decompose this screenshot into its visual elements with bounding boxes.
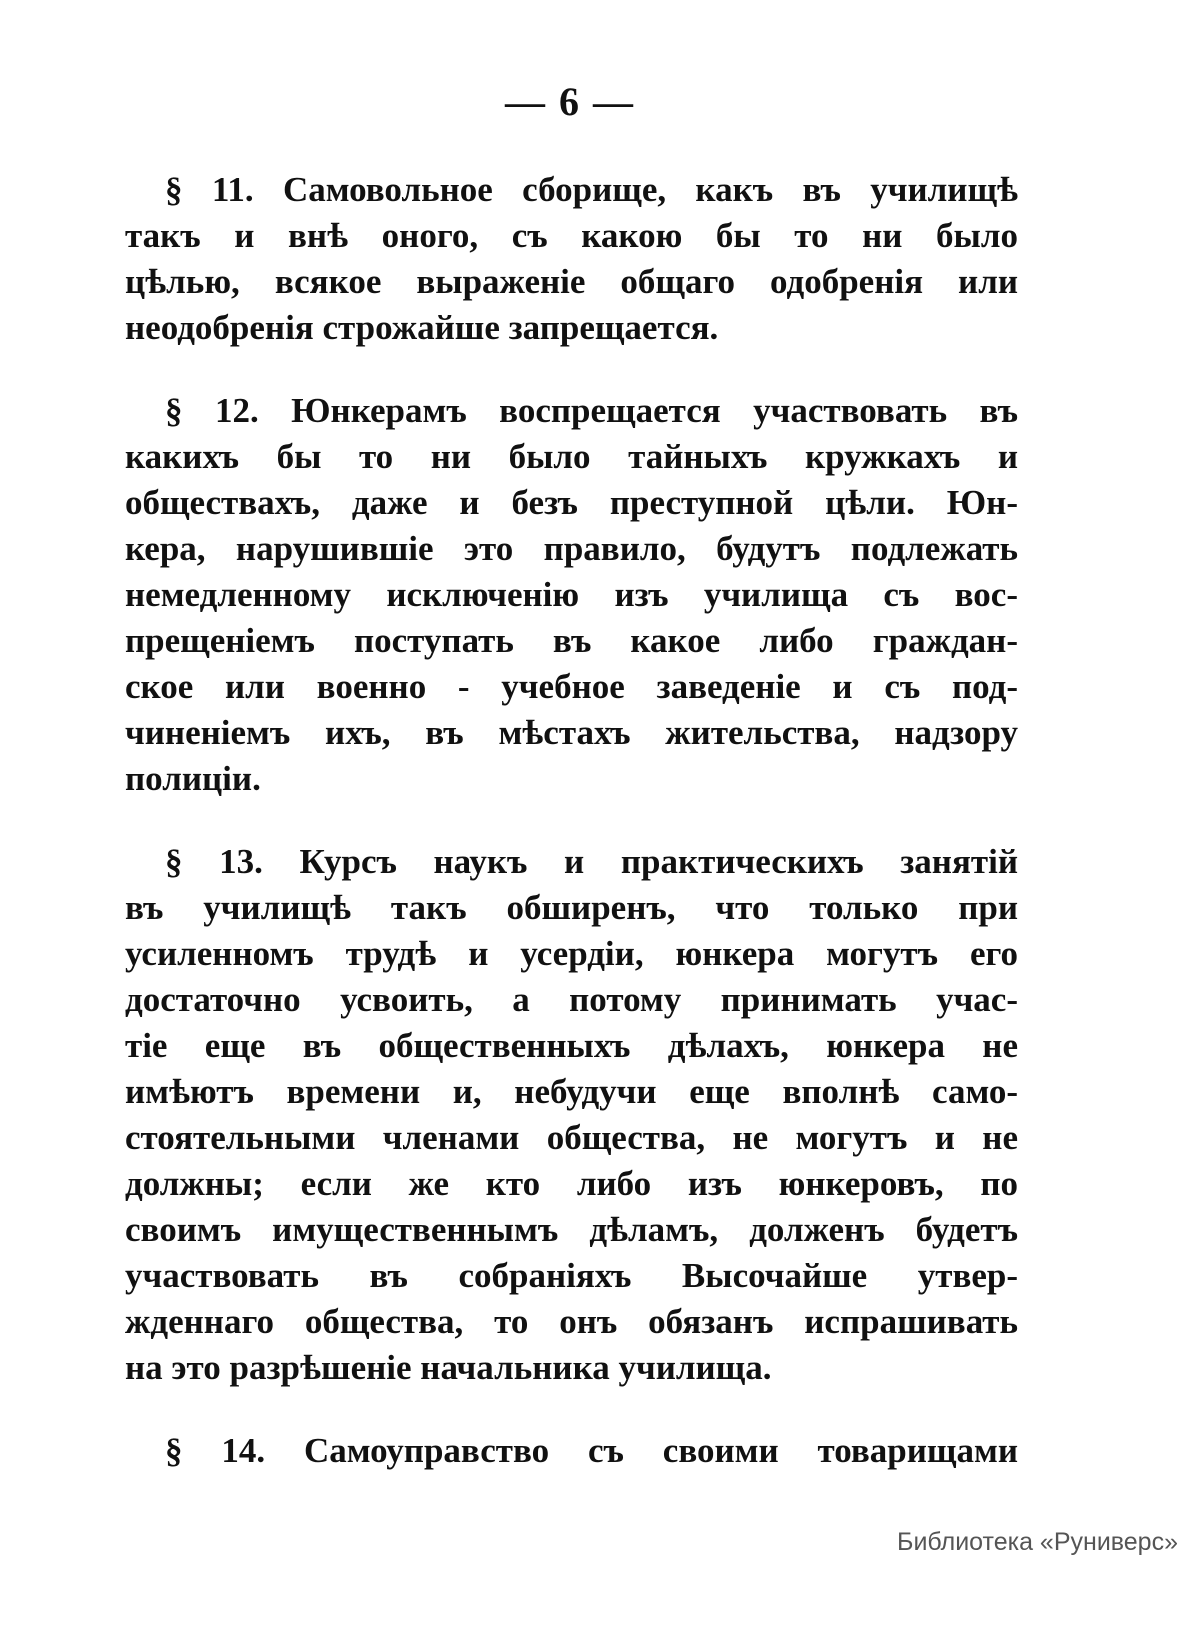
text-line: прещеніемъ поступать въ какое либо граждан- xyxy=(125,621,1018,660)
paragraph xyxy=(125,1428,1018,1474)
text-line: усиленномъ трудѣ и усердіи, юнкера могутъ его xyxy=(125,934,1018,973)
text-line: немедленному исключенію изъ училища съ вос- xyxy=(125,575,1018,614)
text-line: обществахъ, даже и безъ преступной цѣли. Юн- xyxy=(125,483,1018,522)
text-line: полиціи. xyxy=(125,759,261,798)
text-line: достаточно усвоить, а потому принимать учас- xyxy=(125,980,1018,1019)
text-line: на это разрѣшеніе начальника училища. xyxy=(125,1348,772,1387)
text-line: § 12. Юнкерамъ воспрещается участвовать въ xyxy=(165,391,1018,430)
text-line: въ училищѣ такъ обширенъ, что только при xyxy=(125,888,1018,927)
text-line: такъ и внѣ оного, съ какою бы то ни было xyxy=(125,216,1018,255)
text-line: § 13. Курсъ наукъ и практическихъ занятій xyxy=(165,842,1018,881)
library-watermark: Библиотека «Руниверс» xyxy=(897,1528,1178,1556)
text-line: имѣютъ времени и, небудучи еще вполнѣ само- xyxy=(125,1072,1018,1111)
text-line: кера, нарушившіе это правило, будутъ подлежать xyxy=(125,529,1018,568)
paragraph xyxy=(125,167,1018,351)
text-line: должны; если же кто либо изъ юнкеровъ, по xyxy=(125,1164,1018,1203)
text-line: тіе еще въ общественныхъ дѣлахъ, юнкера не xyxy=(125,1026,1018,1065)
text-line: § 11. Самовольное сборище, какъ въ училищѣ xyxy=(165,170,1018,209)
text-line: жденнаго общества, то онъ обязанъ испрашивать xyxy=(125,1302,1018,1341)
text-line: ское или военно - учебное заведеніе и съ под- xyxy=(125,667,1018,706)
page-body xyxy=(125,167,1018,1511)
page-number: — 6 — xyxy=(505,79,635,124)
text-line: неодобренія строжайше запрещается. xyxy=(125,308,719,347)
text-line: участвовать въ собраніяхъ Высочайше утвер- xyxy=(125,1256,1018,1295)
text-line: § 14. Самоуправство съ своими товарищами xyxy=(165,1431,1018,1470)
text-line: чиненіемъ ихъ, въ мѣстахъ жительства, надзору xyxy=(125,713,1018,752)
paragraph xyxy=(125,388,1018,802)
text-line: своимъ имущественнымъ дѣламъ, долженъ будетъ xyxy=(125,1210,1018,1249)
text-line: какихъ бы то ни было тайныхъ кружкахъ и xyxy=(125,437,1018,476)
paragraph xyxy=(125,839,1018,1391)
text-line: стоятельными членами общества, не могутъ и не xyxy=(125,1118,1018,1157)
text-line: цѣлью, всякое выраженіе общаго одобренія или xyxy=(125,262,1018,301)
